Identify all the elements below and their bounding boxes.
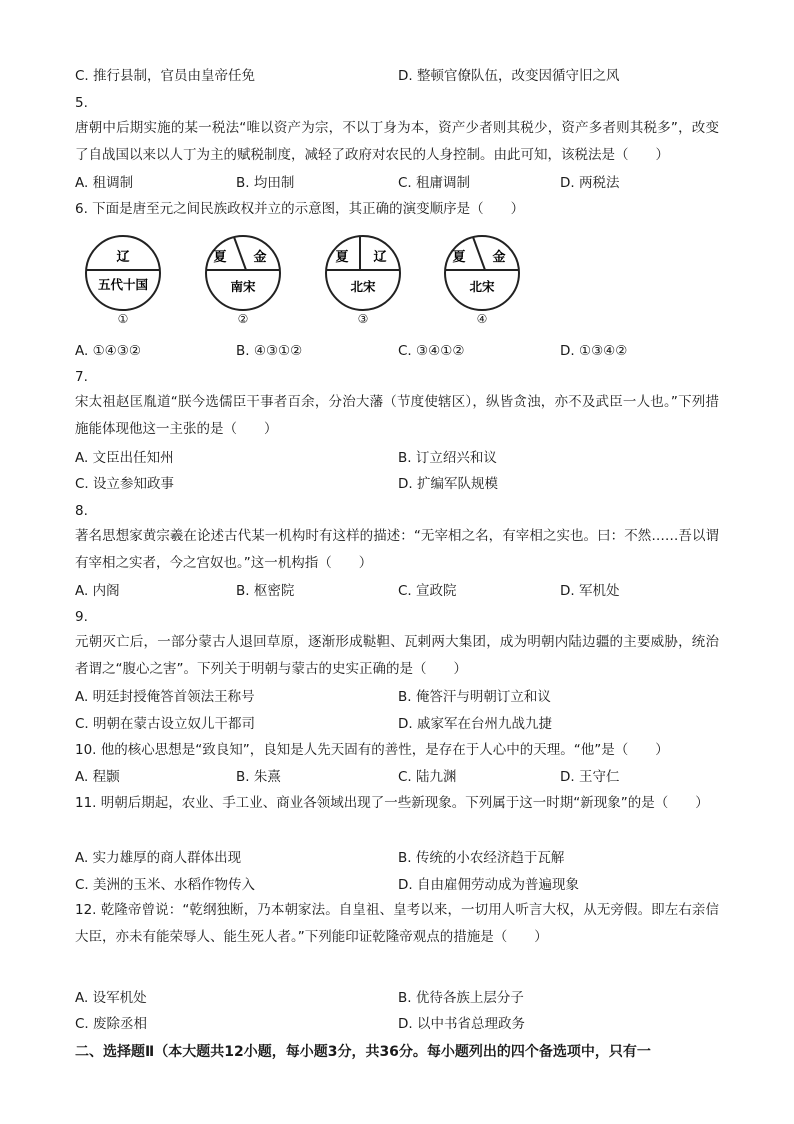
circle-1-top: 辽: [116, 250, 130, 265]
q9-option-d: D. 戚家军在台州九战九捷: [398, 716, 552, 732]
diagram-caption-3: ③: [357, 312, 369, 326]
section-2-heading: 二、选择题Ⅱ（本大题共12小题，每小题3分，共36分。每小题列出的四个备选项中，只有一: [75, 1044, 651, 1060]
q8-option-c: C. 宣政院: [398, 583, 457, 599]
q12-option-d: D. 以中书省总理政务: [398, 1016, 525, 1032]
q9-option-b: B. 俺答汗与明朝订立和议: [398, 689, 551, 705]
circle-4-left: 夏: [452, 250, 466, 265]
q7-number: 7.: [75, 369, 88, 385]
circle-3-left: 夏: [335, 250, 349, 265]
circle-3-svg: [324, 234, 402, 312]
q6-option-a: A. ①④③②: [75, 343, 141, 359]
q4-option-c: C. 推行县制，官员由皇帝任免: [75, 68, 256, 84]
q7-option-b: B. 订立绍兴和议: [398, 450, 497, 466]
q9-option-c: C. 明朝在蒙古设立奴儿干都司: [75, 716, 256, 732]
diagram-circle-2: [204, 234, 282, 312]
q5-option-a: A. 租调制: [75, 175, 134, 191]
q12-option-c: C. 废除丞相: [75, 1016, 148, 1032]
q11-option-b: B. 传统的小农经济趋于瓦解: [398, 850, 565, 866]
circle-1-svg: [84, 234, 162, 312]
q8-option-d: D. 军机处: [560, 583, 620, 599]
q8-option-b: B. 枢密院: [236, 583, 295, 599]
q8-stem: 著名思想家黄宗羲在论述古代某一机构时有这样的描述：“无宰相之名，有宰相之实也。曰：不然……吾以谓有宰相之实者，今之宫奴也。”这一机构指（ ）: [75, 528, 719, 571]
q10-option-b: B. 朱熹: [236, 769, 281, 785]
diagram-circle-3: [324, 234, 402, 312]
circle-1-bottom: 五代十国: [97, 277, 149, 292]
q10-option-d: D. 王守仁: [560, 769, 620, 785]
q7-option-d: D. 扩编军队规模: [398, 476, 498, 492]
circle-4-svg: [443, 234, 521, 312]
q6-option-d: D. ①③④②: [560, 343, 628, 359]
q9-number: 9.: [75, 609, 88, 625]
diagram-circle-1: [84, 234, 162, 312]
q10-stem: 10. 他的核心思想是“致良知”，良知是人先天固有的善性，是存在于人心中的天理。“他”是（ ）: [75, 742, 669, 758]
q7-option-c: C. 设立参知政事: [75, 476, 175, 492]
diagram-caption-1: ①: [117, 312, 129, 326]
q11-option-d: D. 自由雇佣劳动成为普遍现象: [398, 877, 579, 893]
circle-4-bottom: 北宋: [469, 279, 495, 294]
q5-option-c: C. 租庸调制: [398, 175, 471, 191]
q4-option-d: D. 整顿官僚队伍，改变因循守旧之风: [398, 68, 620, 84]
diagram-caption-2: ②: [237, 312, 249, 326]
q9-option-a: A. 明廷封授俺答首领法王称号: [75, 689, 255, 705]
q12-option-b: B. 优待各族上层分子: [398, 990, 524, 1006]
q8-option-a: A. 内阁: [75, 583, 120, 599]
q5-option-b: B. 均田制: [236, 175, 295, 191]
circle-2-svg: [204, 234, 282, 312]
q11-option-a: A. 实力雄厚的商人群体出现: [75, 850, 242, 866]
circle-2-right: 金: [253, 250, 267, 265]
q5-number: 5.: [75, 95, 88, 111]
circle-4-right: 金: [492, 250, 506, 265]
diagram-caption-4: ④: [476, 312, 488, 326]
circle-3-right: 辽: [373, 250, 387, 265]
q5-option-d: D. 两税法: [560, 175, 620, 191]
q11-option-c: C. 美洲的玉米、水稻作物传入: [75, 877, 256, 893]
q6-stem: 6. 下面是唐至元之间民族政权并立的示意图，其正确的演变顺序是（ ）: [75, 201, 525, 217]
q10-option-a: A. 程颢: [75, 769, 120, 785]
q6-option-b: B. ④③①②: [236, 343, 303, 359]
diagram-circle-4: [443, 234, 521, 312]
q6-option-c: C. ③④①②: [398, 343, 465, 359]
circle-3-bottom: 北宋: [350, 279, 376, 294]
q10-option-c: C. 陆九渊: [398, 769, 457, 785]
q12-option-a: A. 设军机处: [75, 990, 147, 1006]
q9-stem: 元朝灭亡后，一部分蒙古人退回草原，逐渐形成鞑靼、瓦剌两大集团，成为明朝内陆边疆的主要威胁，统治者谓之“腹心之害”。下列关于明朝与蒙古的史实正确的是（ ）: [75, 634, 719, 677]
q7-stem: 宋太祖赵匡胤道“朕今选儒臣干事者百余，分治大藩（节度使辖区），纵皆贪浊，亦不及武臣一人也。”下列措施能体现他这一主张的是（ ）: [75, 394, 719, 437]
circle-2-bottom: 南宋: [230, 279, 256, 294]
q8-number: 8.: [75, 503, 88, 519]
circle-2-left: 夏: [213, 250, 227, 265]
q11-stem: 11. 明朝后期起，农业、手工业、商业各领域出现了一些新现象。下列属于这一时期“新现象”的是（ ）: [75, 795, 709, 811]
q5-stem: 唐朝中后期实施的某一税法“唯以资产为宗，不以丁身为本，资产少者则其税少，资产多者则其税多”，改变了自战国以来以人丁为主的赋税制度，减轻了政府对农民的人身控制。由此可知，该税法是（ ）: [75, 120, 719, 163]
q7-option-a: A. 文臣出任知州: [75, 450, 174, 466]
q12-stem: 12. 乾隆帝曾说：“乾纲独断，乃本朝家法。自皇祖、皇考以来，一切用人听言大权，从无旁假。即左右亲信大臣，亦未有能荣辱人、能生死人者。”下列能印证乾隆帝观点的措施是（ ）: [75, 902, 719, 945]
